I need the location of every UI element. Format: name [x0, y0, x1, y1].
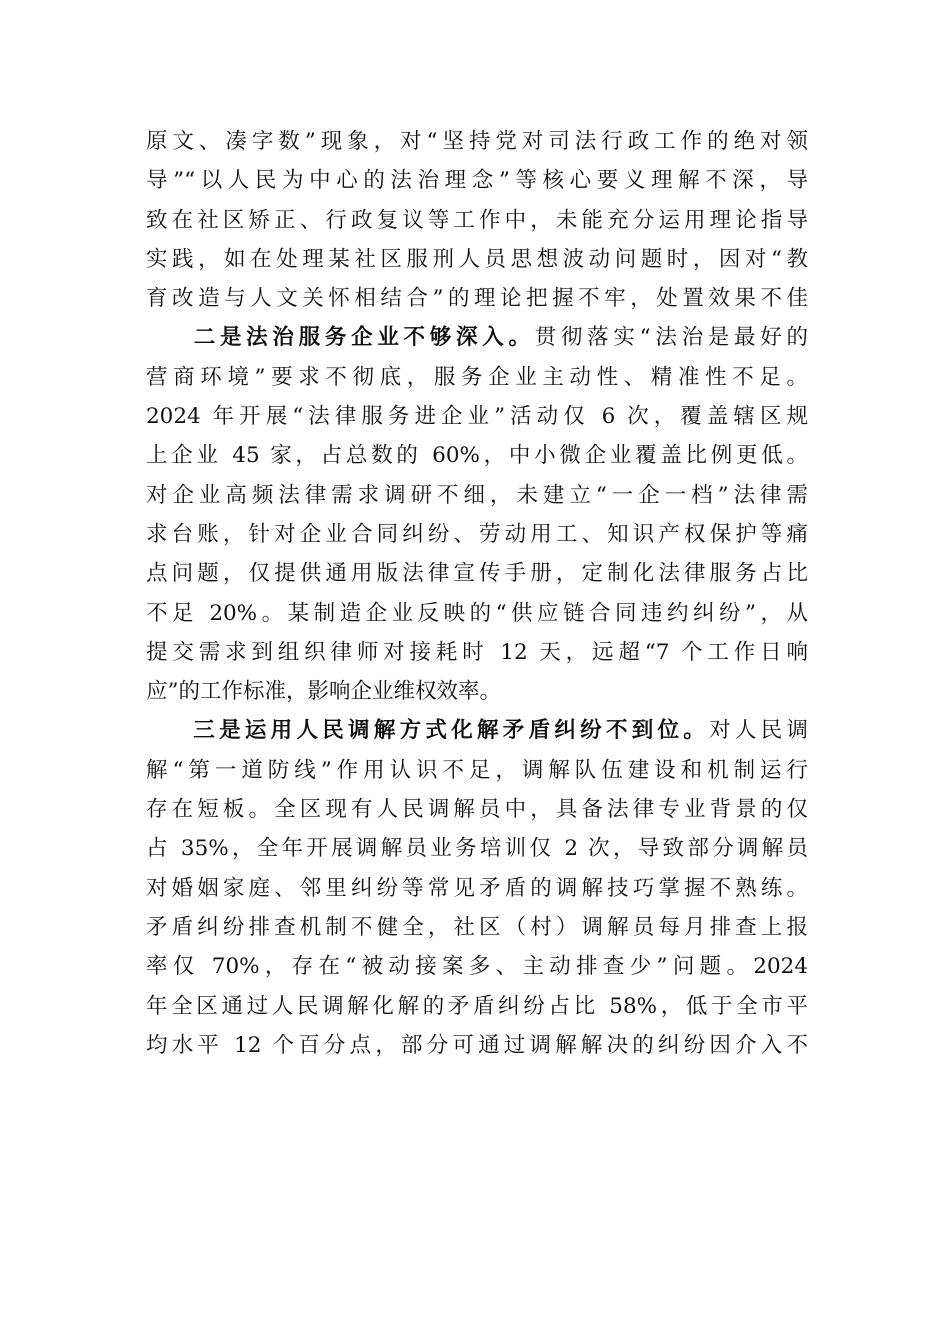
- text-line: 育改造与人文关怀相结合”的理论把握不牢，处置效果不佳: [146, 286, 808, 312]
- paragraph-enterprise-legal-service: [146, 318, 808, 711]
- paragraph-people-mediation: [146, 711, 808, 1065]
- text-line: 实践，如在处理某社区服刑人员思想波动问题时，因对“教: [146, 246, 808, 272]
- text-line: 原文、凑字数”现象，对“坚持党对司法行政工作的绝对领: [146, 129, 808, 154]
- text-line: 导”“以人民为中心的法治理念”等核心要义理解不深，导: [146, 168, 808, 194]
- text-line: 矛盾纠纷排查机制不健全，社区（村）调解员每月排查上报: [146, 914, 808, 940]
- text-line: 占 35%，全年开展调解员业务培训仅 2 次，导致部分调解员: [146, 836, 808, 862]
- text-line: 营商环境”要求不彻底，服务企业主动性、精准性不足。: [146, 364, 808, 390]
- text-line: 对婚姻家庭、邻里纠纷等常见矛盾的调解技巧掌握不熟练。: [146, 875, 808, 901]
- text-run: 对人民调: [709, 718, 808, 744]
- text-line: 求台账，针对企业合同纠纷、劳动用工、知识产权保护等痛: [146, 521, 808, 547]
- text-line: 2024 年开展“法律服务进企业”活动仅 6 次，覆盖辖区规: [146, 404, 808, 430]
- paragraph-continuation: [146, 122, 808, 318]
- text-line: 上企业 45 家，占总数的 60%，中小微企业覆盖比例更低。: [146, 443, 808, 469]
- text-line: 点问题，仅提供通用版法律宣传手册，定制化法律服务占比: [146, 561, 808, 587]
- text-line: 解“第一道防线”作用认识不足，调解队伍建设和机制运行: [146, 757, 808, 783]
- text-line: 应”的工作标准，影响企业维权效率。: [146, 679, 501, 705]
- text-line: 均水平 12 个百分点，部分可通过调解解决的纠纷因介入不: [146, 1032, 808, 1058]
- text-line: 提交需求到组织律师对接耗时 12 天，远超“7 个工作日响: [146, 639, 808, 665]
- text-line: [146, 711, 808, 750]
- document-page: [146, 122, 808, 1065]
- text-line: 年全区通过人民调解化解的矛盾纠纷占比 58%，低于全市平: [146, 993, 808, 1019]
- text-line: 率仅 70%，存在“被动接案多、主动排查少”问题。2024: [146, 954, 808, 980]
- paragraph-heading: 二是法治服务企业不够深入。: [189, 325, 535, 351]
- text-line: 不足 20%。某制造企业反映的“供应链合同违约纠纷”，从: [146, 600, 808, 626]
- text-line: 对企业高频法律需求调研不细，未建立“一企一档”法律需: [146, 482, 808, 508]
- text-line: 致在社区矫正、行政复议等工作中，未能充分运用理论指导: [146, 207, 808, 233]
- text-run: 贯彻落实“法治是最好的: [534, 325, 808, 351]
- text-line: 存在短板。全区现有人民调解员中，具备法律专业背景的仅: [146, 797, 808, 823]
- text-line: [146, 318, 808, 357]
- paragraph-heading: 三是运用人民调解方式化解矛盾纠纷不到位。: [189, 718, 710, 744]
